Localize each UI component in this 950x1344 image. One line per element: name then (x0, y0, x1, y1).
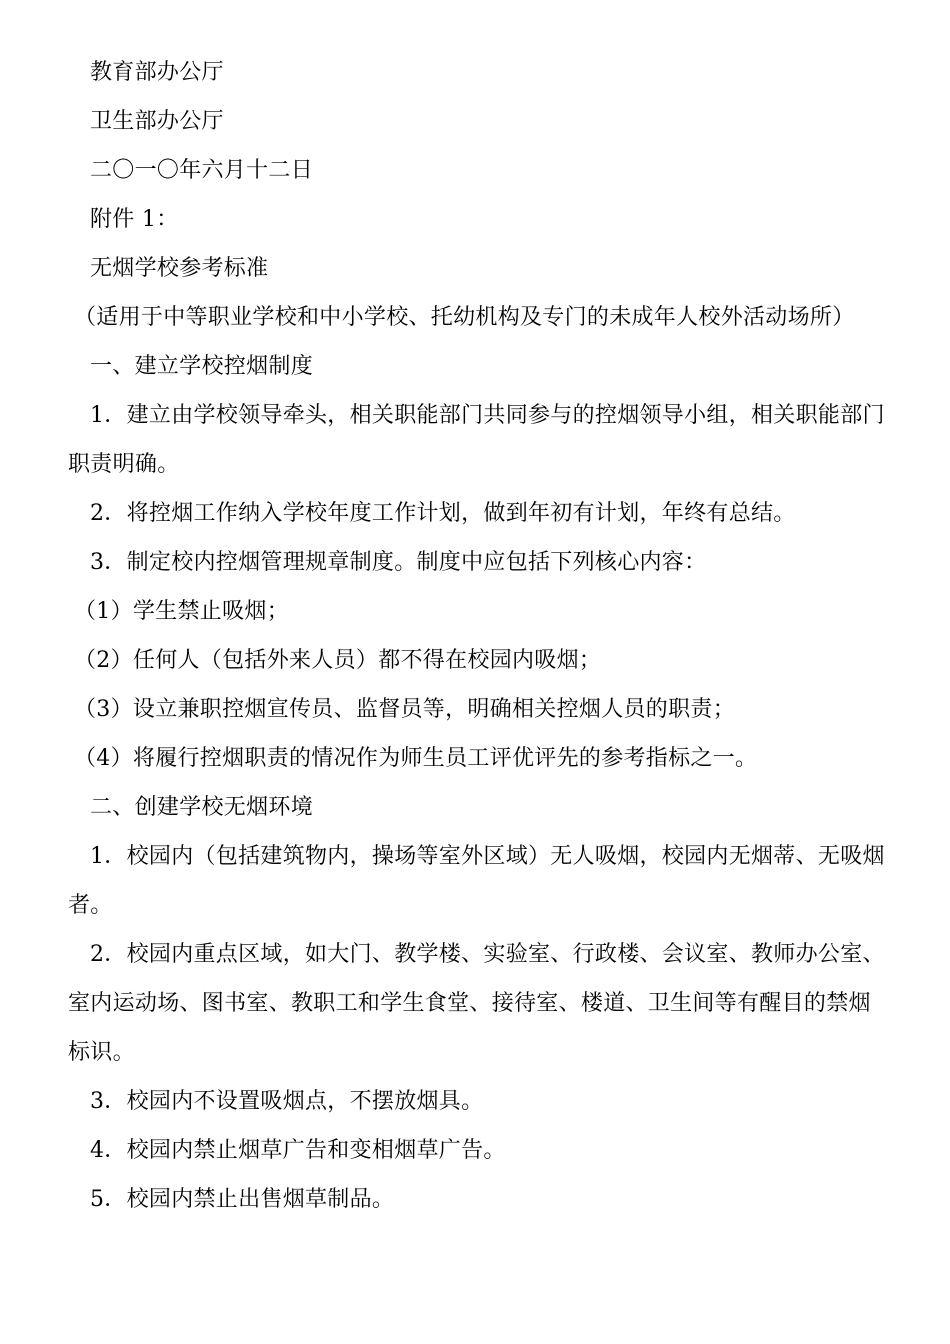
section-heading-2: 二、创建学校无烟环境 (90, 795, 314, 820)
sub-item-3: （3）设立兼职控烟宣传员、监督员等，明确相关控烟人员的职责； (74, 697, 735, 722)
section-1-item-3: 3．制定校内控烟管理规章制度。制度中应包括下列核心内容： (90, 550, 707, 575)
attachment-label: 附件 1： (90, 207, 179, 232)
section-2-item-2: 2．校园内重点区域，如大门、教学楼、实验室、行政楼、会议室、教师办公室、室内运动场、图书室、教职工和学生食堂、接待室、楼道、卫生间等有醒目的禁烟标识。 (68, 942, 885, 1065)
sub-item-2: （2）任何人（包括外来人员）都不得在校园内吸烟； (74, 648, 602, 673)
sub-item-4: （4）将履行控烟职责的情况作为师生员工评优评先的参考指标之一。 (74, 746, 758, 771)
date-line: 二〇一〇年六月十二日 (90, 158, 314, 183)
section-1-item-1: 1．建立由学校领导牵头，相关职能部门共同参与的控烟领导小组，相关职能部门职责明确。 (68, 403, 885, 477)
section-2-item-4: 4．校园内禁止烟草广告和变相烟草广告。 (90, 1138, 506, 1163)
scope-note: （适用于中等职业学校和中小学校、托幼机构及专门的未成年人校外活动场所） (74, 305, 855, 330)
section-heading-1: 一、建立学校控烟制度 (90, 354, 314, 379)
section-1-item-2: 2．将控烟工作纳入学校年度工作计划，做到年初有计划，年终有总结。 (90, 501, 796, 526)
section-2-item-1: 1．校园内（包括建筑物内，操场等室外区域）无人吸烟，校园内无烟蒂、无吸烟者。 (68, 844, 885, 918)
section-2-item-3: 3．校园内不设置吸烟点，不摆放烟具。 (90, 1089, 484, 1114)
issuer-line-1: 教育部办公厅 (90, 60, 224, 85)
document-page (68, 48, 890, 1224)
attachment-title: 无烟学校参考标准 (90, 256, 269, 281)
section-2-item-5: 5．校园内禁止出售烟草制品。 (90, 1187, 395, 1212)
sub-item-1: （1）学生禁止吸烟； (74, 599, 289, 624)
issuer-line-2: 卫生部办公厅 (90, 109, 224, 134)
